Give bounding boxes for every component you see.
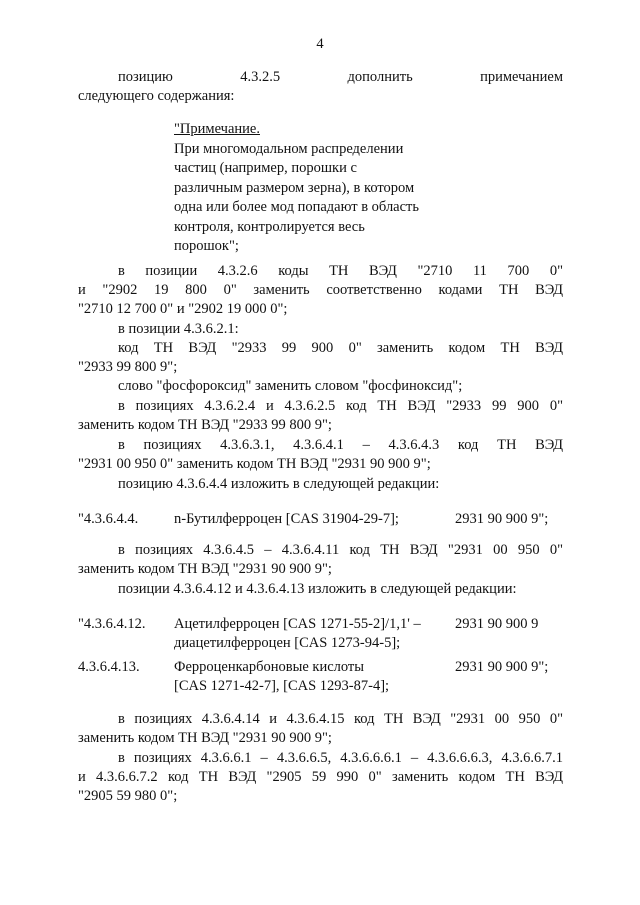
paragraph-line: позицию 4.3.6.4.4 изложить в следующей редакции: [118,476,440,492]
paragraph-line: код ТН ВЭД "2933 99 900 0" заменить кодом ТН ВЭД [118,340,563,356]
row-number: "4.3.6.4.4. [78,511,139,527]
row-code: 2931 90 900 9"; [455,659,549,675]
note-heading: "Примечание. [174,121,260,137]
note-line: При многомодальном распределении [174,140,404,157]
paragraph-add-note [78,68,563,106]
paragraph-line: в позициях 4.3.6.6.1 – 4.3.6.6.5, 4.3.6.6.6.1 – 4.3.6.6.6.3, 4.3.6.6.7.1 [118,750,563,766]
paragraph-line: следующего содержания: [78,88,235,104]
note-block [174,120,474,257]
paragraph-4-3-2-6 [78,262,563,319]
page-number: 4 [316,36,324,52]
note-line: контроля, контролируется весь [174,218,365,235]
paragraph-4-3-6-4-12-intro [78,580,563,599]
paragraph-line: в позиции 4.3.2.6 коды ТН ВЭД "2710 11 700 0" [118,263,563,279]
paragraph-line: в позициях 4.3.6.3.1, 4.3.6.4.1 – 4.3.6.4.3 код ТН ВЭД [118,437,563,453]
paragraph-line: "2931 00 950 0" заменить кодом ТН ВЭД "2931 90 900 9"; [78,456,431,472]
table-row [78,658,563,698]
note-line: частиц (например, порошки с [174,160,357,176]
paragraph-line: в позициях 4.3.6.4.5 – 4.3.6.4.11 код ТН ВЭД "2931 00 950 0" [118,542,563,558]
row-code: 2931 90 900 9"; [455,511,549,527]
paragraph-line: "2905 59 980 0"; [78,788,178,804]
paragraph-4-3-6-4-4-intro [78,475,563,494]
row-name-line: Ацетилферроцен [CAS 1271-55-2]/1,1' – [174,616,421,632]
paragraph-line: заменить кодом ТН ВЭД "2931 90 900 9"; [78,561,332,577]
note-line: различным размером зерна), в котором [174,179,415,196]
paragraph-line: "2710 12 700 0" и "2902 19 000 0"; [78,301,288,317]
row-name-line: диацетилферроцен [CAS 1273-94-5]; [174,635,401,651]
paragraph-4-3-6-4-14 [78,710,563,748]
paragraph-4-3-6-2-4 [78,397,563,435]
word: дополнить [347,69,413,85]
note-line: порошок"; [174,238,239,254]
paragraph-line: в позициях 4.3.6.2.4 и 4.3.6.2.5 код ТН ВЭД "2933 99 900 0" [118,398,563,414]
paragraph-4-3-6-2-1 [78,320,563,396]
paragraph-line: заменить кодом ТН ВЭД "2933 99 800 9"; [78,417,332,433]
row-number: 4.3.6.4.13. [78,659,140,675]
paragraph-4-3-6-4-5 [78,541,563,579]
paragraph-line [78,68,563,87]
row-code: 2931 90 900 9 [455,616,539,632]
paragraph-line: и 4.3.6.6.7.2 код ТН ВЭД "2905 59 990 0" заменить кодом ТН ВЭД [78,769,563,785]
word: позицию [118,69,173,85]
paragraph-line: и "2902 19 800 0" заменить соответственно кодами ТН ВЭД [78,282,563,298]
table-row [78,615,563,655]
row-number: "4.3.6.4.12. [78,616,146,632]
word: примечанием [480,69,563,85]
paragraph-line: позиции 4.3.6.4.12 и 4.3.6.4.13 изложить в следующей редакции: [118,581,517,597]
row-name: n-Бутилферроцен [CAS 31904-29-7]; [174,511,399,527]
paragraph-4-3-6-6-1 [78,749,563,806]
paragraph-line: "2933 99 800 9"; [78,359,178,375]
paragraph-4-3-6-3-1 [78,436,563,474]
word: 4.3.2.5 [240,69,281,85]
row-name-line: [CAS 1271-42-7], [CAS 1293-87-4]; [174,678,390,694]
row-name-line: Ферроценкарбоновые кислоты [174,659,365,675]
note-line: одна или более мод попадают в область [174,199,420,215]
paragraph-line: заменить кодом ТН ВЭД "2931 90 900 9"; [78,730,332,746]
paragraph-line: в позициях 4.3.6.4.14 и 4.3.6.4.15 код ТН ВЭД "2931 00 950 0" [118,711,563,727]
paragraph-line: в позиции 4.3.6.2.1: [118,321,239,337]
paragraph-line: слово "фосфороксид" заменить словом "фосфиноксид"; [118,378,463,394]
